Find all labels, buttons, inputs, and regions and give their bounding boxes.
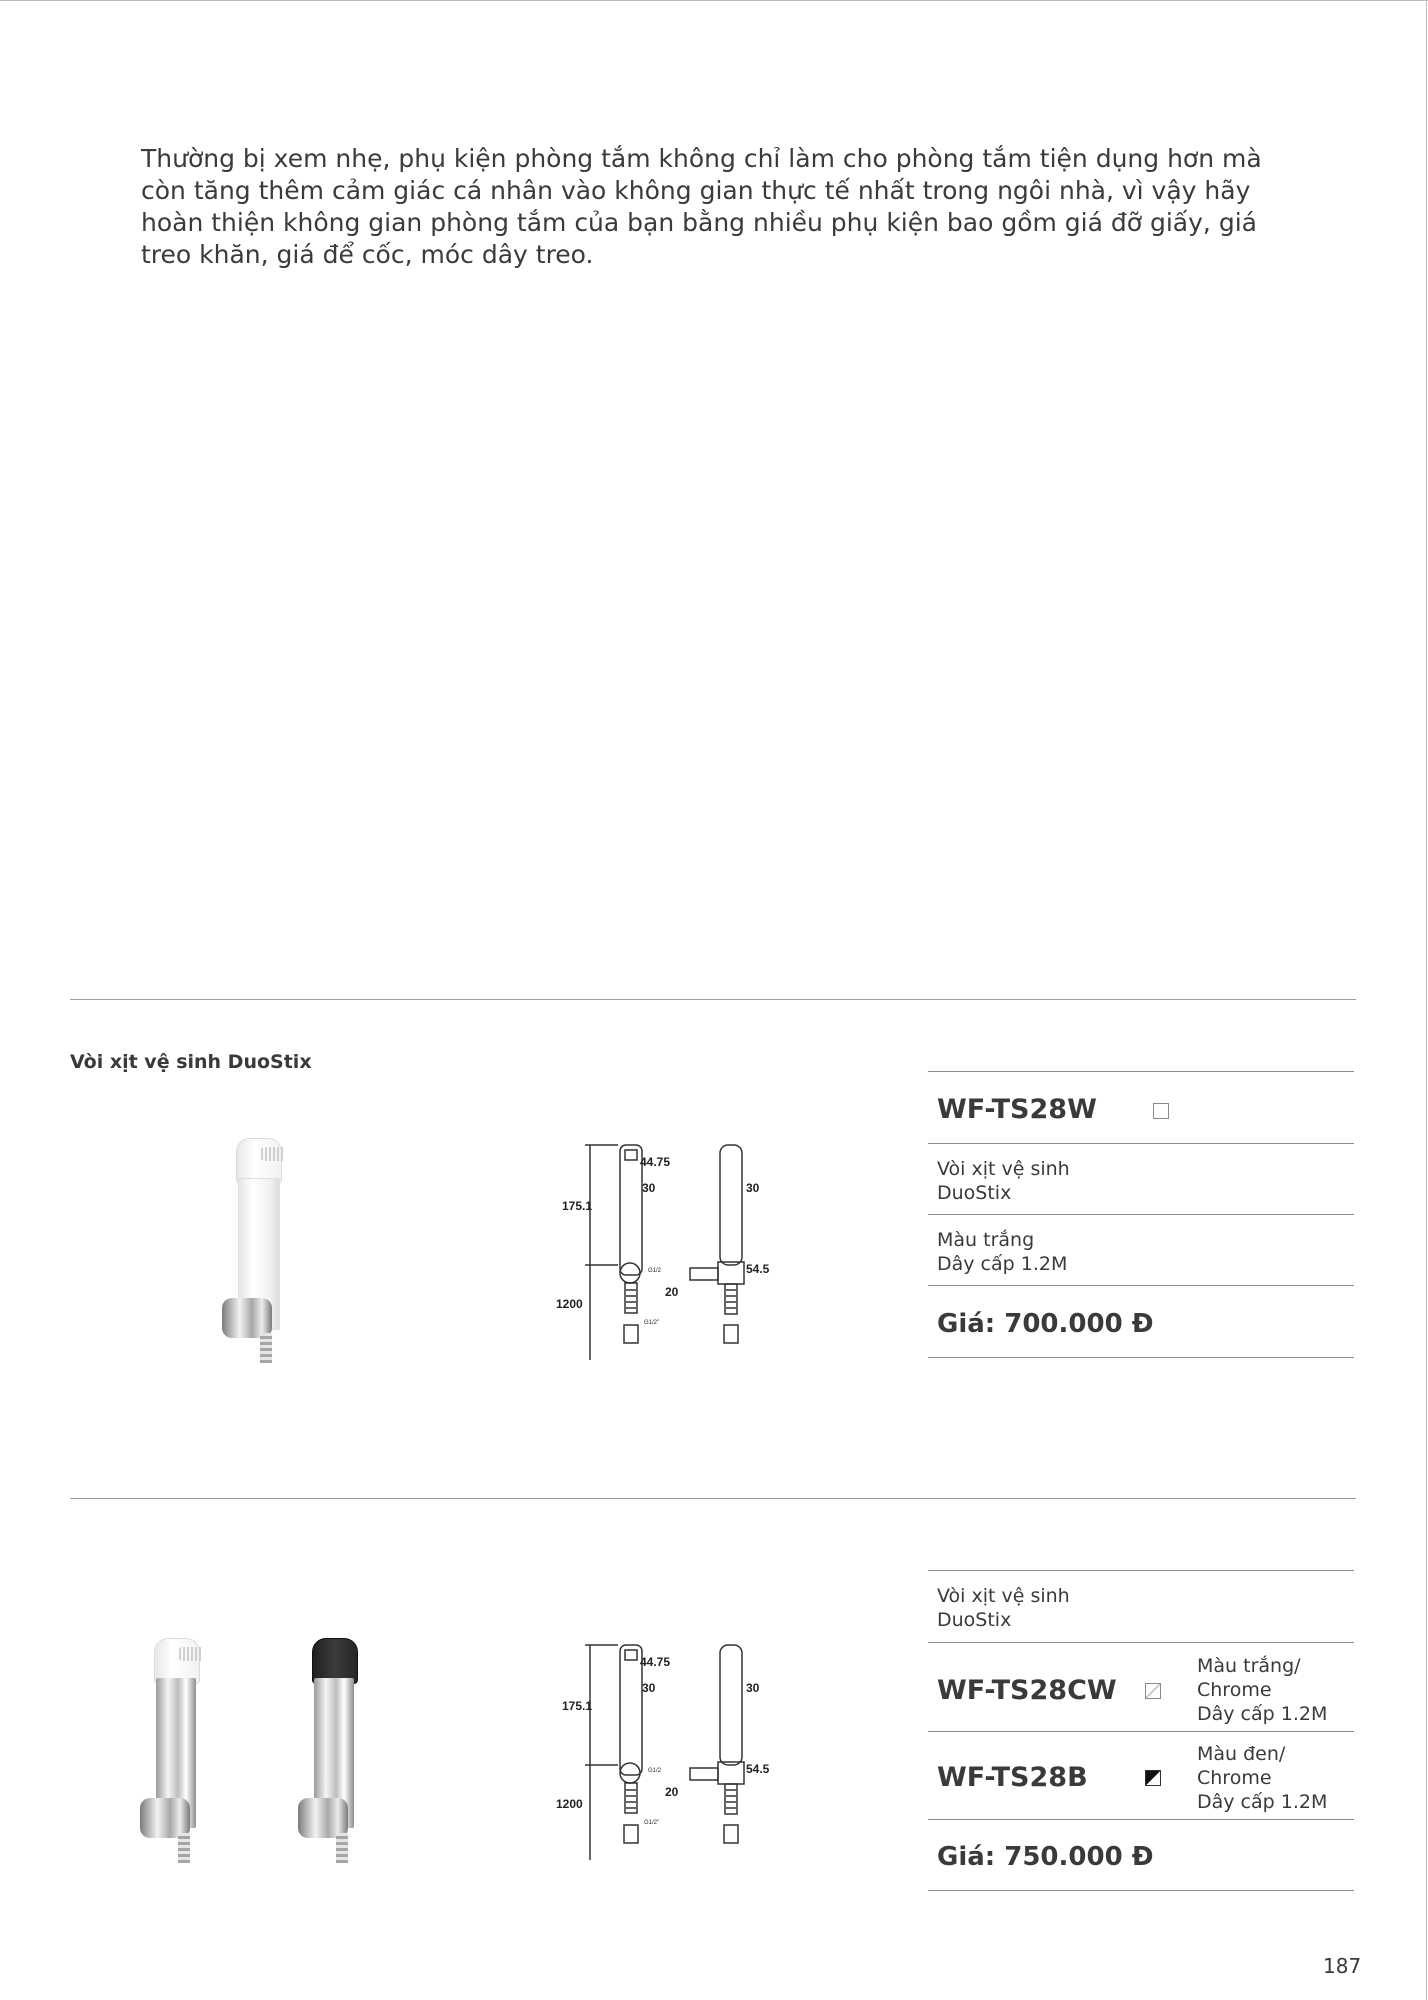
- dim-label: G1/2: [648, 1768, 662, 1774]
- color-swatch-icon: [1153, 1103, 1169, 1119]
- finish-line: Chrome: [1197, 1679, 1272, 1701]
- dim-label: 175.1: [562, 1199, 593, 1213]
- product-description: [937, 1584, 1070, 1632]
- technical-drawing-1: [556, 1140, 790, 1360]
- spec-rule: [928, 1890, 1354, 1891]
- hose-line: Dây cấp 1.2M: [1197, 1791, 1328, 1813]
- section-title: Vòi xịt vệ sinh DuoStix: [70, 1051, 312, 1073]
- nozzle: [261, 1147, 285, 1161]
- dim-label: 1200: [556, 1797, 583, 1811]
- product-photo-black-chrome: [298, 1638, 378, 1868]
- product-description: [937, 1157, 1070, 1205]
- color-description: [937, 1228, 1067, 1276]
- dim-label: 30: [746, 1181, 760, 1195]
- dim-label: 44.75: [640, 1655, 671, 1669]
- dim-label: 44.75: [640, 1155, 671, 1169]
- description-line: Vòi xịt vệ sinh: [937, 1158, 1070, 1180]
- dim-label: 30: [746, 1681, 760, 1695]
- dim-label: 1200: [556, 1297, 583, 1311]
- product-photo-white: [222, 1138, 302, 1368]
- right-border: [1426, 0, 1427, 2000]
- hose: [336, 1833, 348, 1863]
- spec-rule: [928, 1570, 1354, 1571]
- color-line: Màu trắng/: [1197, 1655, 1301, 1677]
- dim-label: 20: [665, 1785, 679, 1799]
- wall-holder: [140, 1798, 190, 1838]
- hose-line: Dây cấp 1.2M: [937, 1253, 1068, 1275]
- product-code: WF-TS28W: [937, 1094, 1097, 1125]
- spec-rule: [928, 1071, 1354, 1072]
- spec-rule: [928, 1143, 1354, 1144]
- spec-rule: [928, 1214, 1354, 1215]
- dim-label: 54.5: [746, 1762, 770, 1776]
- hose: [178, 1833, 190, 1863]
- hose-line: Dây cấp 1.2M: [1197, 1703, 1328, 1725]
- dim-label: 30: [642, 1181, 656, 1195]
- page-number: 187: [1323, 1954, 1362, 1978]
- section-divider: [70, 999, 1356, 1000]
- section-divider: [70, 1498, 1356, 1499]
- spec-rule: [928, 1642, 1354, 1643]
- top-border: [0, 0, 1428, 1]
- price: Giá: 700.000 Đ: [937, 1309, 1154, 1339]
- dim-label: G1/2": [644, 1820, 660, 1826]
- dim-label: G1/2": [644, 1320, 660, 1326]
- technical-drawing-2: [556, 1640, 790, 1860]
- description-line: DuoStix: [937, 1182, 1012, 1204]
- wall-holder: [298, 1798, 348, 1838]
- spec-rule: [928, 1731, 1354, 1732]
- spec-rule: [928, 1819, 1354, 1820]
- spec-rule: [928, 1357, 1354, 1358]
- dim-label: 20: [665, 1285, 679, 1299]
- spec-rule: [928, 1285, 1354, 1286]
- nozzle: [179, 1647, 203, 1661]
- finish-line: Chrome: [1197, 1767, 1272, 1789]
- wall-holder: [222, 1298, 272, 1338]
- product-photo-white-chrome: [140, 1638, 220, 1868]
- variant-description: [1197, 1654, 1327, 1726]
- hose: [260, 1333, 272, 1363]
- color-line: Màu trắng: [937, 1229, 1035, 1251]
- color-line: Màu đen/: [1197, 1743, 1286, 1765]
- dim-label: 54.5: [746, 1262, 770, 1276]
- price: Giá: 750.000 Đ: [937, 1842, 1154, 1872]
- white-chrome-swatch-icon: [1145, 1683, 1161, 1699]
- dim-label: 30: [642, 1681, 656, 1695]
- product-code: WF-TS28B: [937, 1762, 1088, 1793]
- product-code: WF-TS28CW: [937, 1675, 1117, 1706]
- dim-label: G1/2: [648, 1268, 662, 1274]
- description-line: DuoStix: [937, 1609, 1012, 1631]
- description-line: Vòi xịt vệ sinh: [937, 1585, 1070, 1607]
- dim-label: 175.1: [562, 1699, 593, 1713]
- variant-description: [1197, 1742, 1327, 1814]
- intro-paragraph: Thường bị xem nhẹ, phụ kiện phòng tắm không chỉ làm cho phòng tắm tiện dụng hơn mà còn tăng thêm cảm giác cá nhân vào không gian thực tế nhất trong ngôi nhà, vì vậy hãy hoàn thiện không gian phòng tắm của bạn bằng nhiều phụ kiện bao gồm giá đỡ giấy, giá treo khăn, giá để cốc, móc dây treo.: [141, 144, 1262, 269]
- black-chrome-swatch-icon: [1145, 1770, 1161, 1786]
